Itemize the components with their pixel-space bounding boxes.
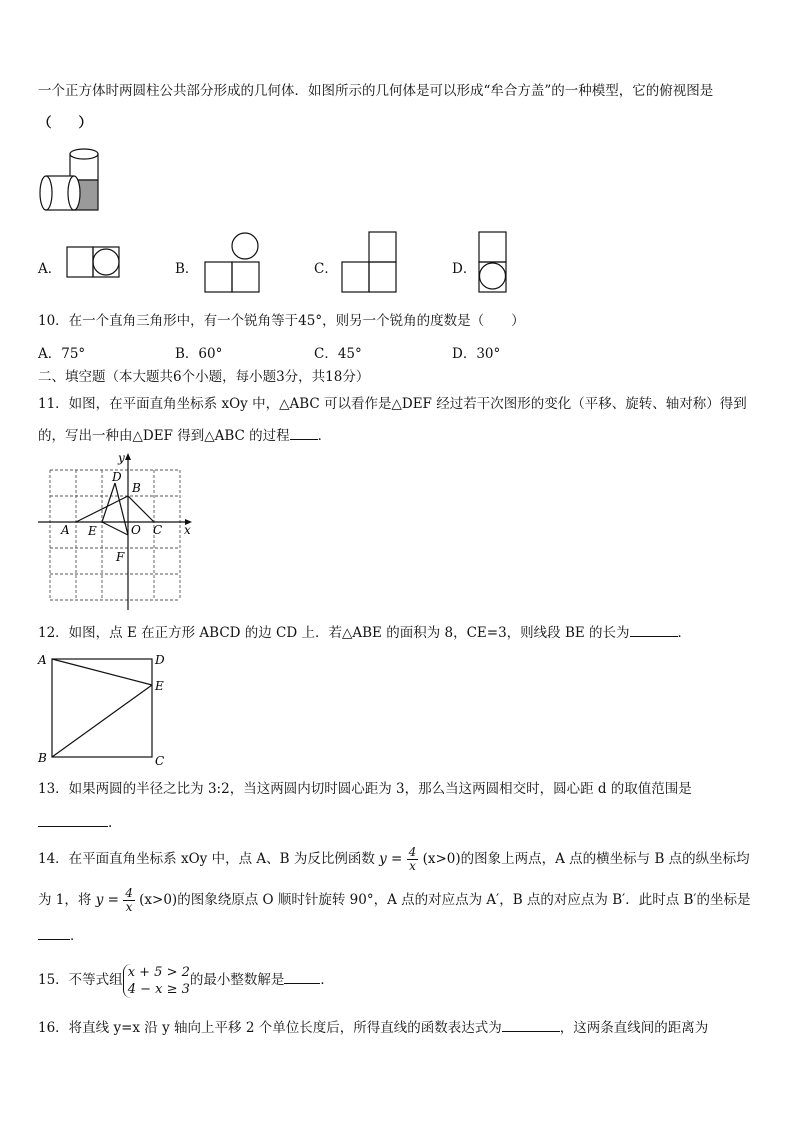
- q9-option-c-figure[interactable]: [341, 230, 399, 294]
- q11-text-line1: 11．如图，在平面直角坐标系 xOy 中，△ABC 可以看作是△DEF 经过若干次图形的变化（平移、旋转、轴对称）得到: [38, 396, 747, 412]
- q9-text: 一个正方体时两圆柱公共部分形成的几何体．如图所示的几何体是可以形成“牟合方盖”的一种模型，它的俯视图是: [38, 83, 714, 99]
- q9-paren: （ ）: [38, 115, 92, 131]
- q11-coordinate-figure: [36, 450, 196, 612]
- section-heading-fill-blank: 二、填空题（本大题共6个小题，每小题3分，共18分）: [38, 369, 370, 385]
- q14-fraction-2: $\frac{4}{x}$: [125, 886, 133, 914]
- q14-answer-line: ．: [38, 925, 84, 946]
- q13-answer-blank[interactable]: [38, 812, 108, 827]
- q11-label-a: A: [61, 523, 70, 537]
- q12-label-c: C: [155, 754, 165, 768]
- q14-text-line2: 为 1，将 y = $\frac{4}{x}$ (x>0)的图象绕原点 O 顺时针旋转 90°，A 点的对应点为 A′，B 点的对应点为 B′．此时点 B′的坐标是: [38, 886, 751, 914]
- q11-label-f: F: [116, 550, 125, 564]
- q12-text: 12．如图，点 E 在正方形 ABCD 的边 CD 上．若△ABE 的面积为 8，CE=3，则线段 BE 的长为 ．: [38, 622, 691, 643]
- q9-option-a-figure[interactable]: [66, 246, 122, 278]
- q13-answer-line: .: [38, 812, 112, 833]
- q9-model-figure: [38, 146, 104, 214]
- q14-answer-blank[interactable]: [38, 925, 70, 940]
- q16-answer-blank-1[interactable]: [502, 1017, 560, 1032]
- q12-answer-blank[interactable]: [630, 622, 678, 637]
- q10-stem: 10．在一个直角三角形中，有一个锐角等于45°，则另一个锐角的度数是（ ）: [38, 313, 525, 329]
- q11-label-y: y: [118, 451, 125, 465]
- q9-option-c-label: C．: [314, 261, 338, 277]
- q9-option-d-figure[interactable]: [477, 230, 509, 294]
- q10-option-b[interactable]: B．60°: [175, 346, 223, 362]
- q10-option-d[interactable]: D．30°: [452, 346, 501, 362]
- q10-option-a[interactable]: A．75°: [38, 346, 86, 362]
- q11-label-e: E: [88, 524, 97, 538]
- q15-answer-blank[interactable]: [284, 969, 320, 984]
- q12-label-e: E: [155, 679, 164, 693]
- q13-text: 13．如果两圆的半径之比为 3:2，当这两圆内切时圆心距为 3，那么当这两圆相交时，圆心距 d 的取值范围是: [38, 781, 692, 797]
- q9-option-b-label: B．: [175, 261, 199, 277]
- q9-option-d-label: D．: [452, 261, 477, 277]
- q11-label-c: C: [153, 523, 163, 537]
- q15-inequality-system: x + 5 > 2 4 − x ≥ 3: [123, 964, 190, 998]
- q11-label-d: D: [112, 470, 122, 484]
- q11-label-o: O: [131, 523, 141, 537]
- q14-fraction-1: $\frac{4}{x}$: [408, 845, 417, 873]
- q14-text-line1: 14．在平面直角坐标系 xOy 中，点 A、B 为反比例函数 y = $\frac{4}{x}$ (x>0)的图象上两点，A 点的横坐标与 B 点的纵坐标均: [38, 845, 750, 873]
- q12-label-a: A: [38, 653, 47, 667]
- q16-text: 16．将直线 y=x 沿 y 轴向上平移 2 个单位长度后，所得直线的函数表达式为 ，这两条直线间的距离为: [38, 1017, 708, 1038]
- q10-option-c[interactable]: C．45°: [314, 346, 362, 362]
- q9-option-b-figure[interactable]: [204, 230, 262, 294]
- q12-square-figure: [36, 650, 172, 768]
- q11-answer-blank[interactable]: [290, 425, 318, 440]
- q12-label-d: D: [155, 653, 165, 667]
- q12-label-b: B: [38, 751, 47, 765]
- q15-text: 15．不等式组 x + 5 > 2 4 − x ≥ 3 的最小整数解是 ．: [38, 964, 334, 997]
- q9-option-a-label: A．: [38, 261, 62, 277]
- q11-label-x: x: [184, 523, 191, 537]
- q11-label-b: B: [132, 481, 141, 495]
- q11-text-line2: 的，写出一种由△DEF 得到△ABC 的过程 ．: [38, 425, 331, 446]
